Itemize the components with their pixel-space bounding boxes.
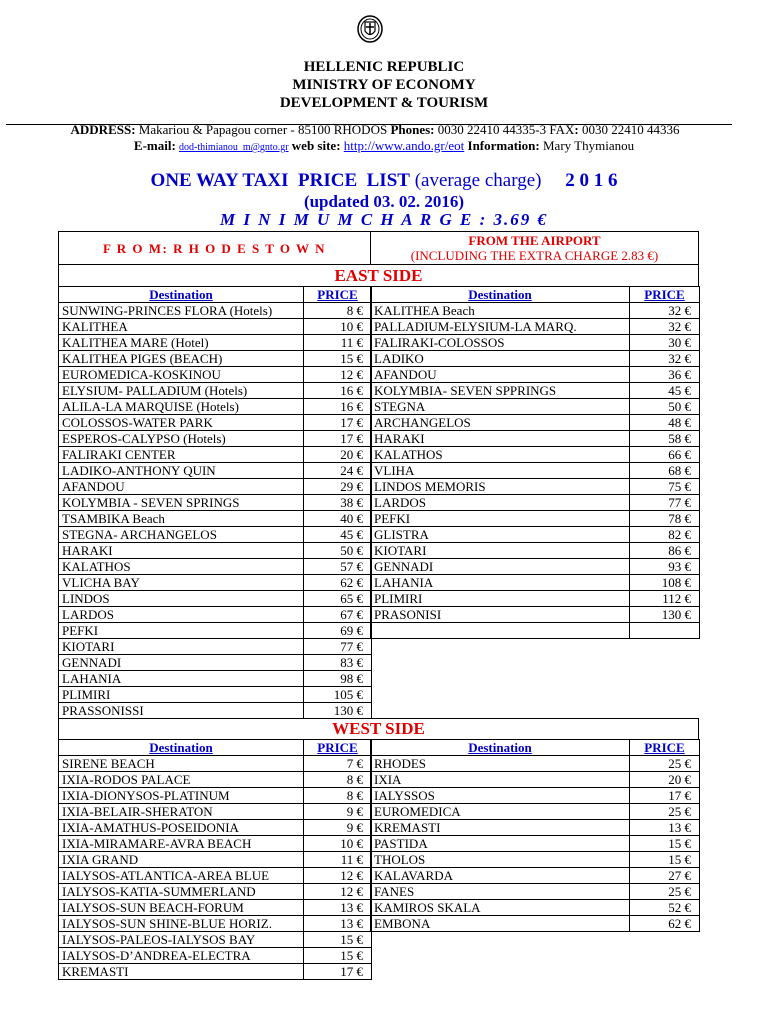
destination-cell: LARDOS	[371, 495, 630, 511]
destination-cell: KREMASTI	[59, 964, 304, 980]
table-row	[371, 527, 700, 543]
destination-cell: IALYSOS-KATIA-SUMMERLAND	[59, 884, 304, 900]
destination-cell: LAHANIA	[371, 575, 630, 591]
destination-cell: AFANDOU	[59, 479, 304, 495]
destination-header: Destination	[59, 287, 304, 303]
price-cell: 62 €	[630, 916, 700, 932]
destination-cell: IXIA-BELAIR-SHERATON	[59, 804, 304, 820]
price-cell: 7 €	[304, 756, 372, 772]
table-row	[59, 948, 372, 964]
phones-value: 0030 22410 44335-3 FAX	[434, 122, 575, 137]
east-side-title: EAST SIDE	[334, 266, 423, 285]
destination-cell: PLIMIRI	[371, 591, 630, 607]
from-town-box	[58, 231, 371, 265]
destination-cell: KALITHEA MARE (Hotel)	[59, 335, 304, 351]
table-row	[371, 303, 700, 319]
price-cell: 40 €	[304, 511, 372, 527]
destination-cell: PRASSONISSI	[59, 703, 304, 719]
table-row	[59, 868, 372, 884]
destination-cell: FANES	[371, 884, 630, 900]
price-header: PRICE	[630, 740, 700, 756]
table-row	[371, 351, 700, 367]
table-row	[371, 591, 700, 607]
table-row	[59, 756, 372, 772]
price-cell: 9 €	[304, 820, 372, 836]
destination-cell: FALIRAKI CENTER	[59, 447, 304, 463]
table-row	[371, 335, 700, 351]
destination-cell: IALYSOS-ATLANTICA-AREA BLUE	[59, 868, 304, 884]
destination-cell: FALIRAKI-COLOSSOS	[371, 335, 630, 351]
title-main: ONE WAY TAXI PRICE LIST	[150, 170, 410, 191]
table-row	[59, 559, 372, 575]
destination-cell: PLIMIRI	[59, 687, 304, 703]
table-row	[59, 639, 372, 655]
price-cell: 8 €	[304, 788, 372, 804]
table-row	[59, 836, 372, 852]
table-row	[59, 607, 372, 623]
table-row	[371, 868, 700, 884]
destination-cell: AFANDOU	[371, 367, 630, 383]
destination-cell: GLISTRA	[371, 527, 630, 543]
destination-cell: PALLADIUM-ELYSIUM-LA MARQ.	[371, 319, 630, 335]
table-row	[59, 687, 372, 703]
price-cell: 11 €	[304, 852, 372, 868]
table-row	[59, 415, 372, 431]
price-cell: 15 €	[630, 836, 700, 852]
destination-cell: PASTIDA	[371, 836, 630, 852]
price-cell: 45 €	[630, 383, 700, 399]
price-header: PRICE	[304, 740, 372, 756]
from-airport-note: (INCLUDING THE EXTRA CHARGE 2.83 €)	[410, 248, 659, 263]
title-paren: (average charge)	[409, 170, 542, 191]
price-cell: 11 €	[304, 335, 372, 351]
destination-cell	[371, 623, 630, 639]
price-cell: 130 €	[630, 607, 700, 623]
destination-cell: HARAKI	[59, 543, 304, 559]
price-cell: 16 €	[304, 399, 372, 415]
price-cell: 20 €	[630, 772, 700, 788]
table-row	[59, 671, 372, 687]
table-row	[59, 852, 372, 868]
price-cell: 69 €	[304, 623, 372, 639]
table-row	[59, 303, 372, 319]
table-row	[371, 415, 700, 431]
table-row	[59, 820, 372, 836]
price-cell: 86 €	[630, 543, 700, 559]
price-cell: 68 €	[630, 463, 700, 479]
table-row	[371, 383, 700, 399]
price-cell: 15 €	[304, 932, 372, 948]
destination-cell: HARAKI	[371, 431, 630, 447]
price-cell: 38 €	[304, 495, 372, 511]
address-value: Makariou & Papagou corner - 85100 RHODOS	[135, 122, 391, 137]
price-cell: 32 €	[630, 351, 700, 367]
table-row	[59, 772, 372, 788]
destination-header: Destination	[371, 287, 630, 303]
price-cell: 78 €	[630, 511, 700, 527]
price-cell: 57 €	[304, 559, 372, 575]
price-cell: 77 €	[630, 495, 700, 511]
destination-cell: KAMIROS SKALA	[371, 900, 630, 916]
price-cell: 82 €	[630, 527, 700, 543]
table-row	[371, 804, 700, 820]
destination-cell: IALYSOS-SUN SHINE-BLUE HORIZ.	[59, 916, 304, 932]
table-row	[371, 511, 700, 527]
table-row	[371, 431, 700, 447]
destination-cell: IXIA-RODOS PALACE	[59, 772, 304, 788]
from-airport-box	[370, 231, 699, 265]
table-header-row	[59, 287, 372, 303]
table-row	[59, 900, 372, 916]
price-cell: 52 €	[630, 900, 700, 916]
price-cell: 130 €	[304, 703, 372, 719]
info-value: Mary Thymianou	[539, 138, 635, 153]
destination-cell: STEGNA- ARCHANGELOS	[59, 527, 304, 543]
table-row	[371, 575, 700, 591]
table-row	[59, 804, 372, 820]
table-row	[371, 836, 700, 852]
table-row	[371, 820, 700, 836]
table-row	[59, 655, 372, 671]
price-cell: 30 €	[630, 335, 700, 351]
table-row	[371, 463, 700, 479]
price-cell: 45 €	[304, 527, 372, 543]
header-line2: MINISTRY OF ECONOMY	[292, 77, 476, 93]
destination-cell: VLIHA	[371, 463, 630, 479]
fax-value: 0030 22410 44336	[578, 122, 680, 137]
price-cell: 8 €	[304, 303, 372, 319]
email-line	[0, 138, 768, 156]
price-cell: 50 €	[630, 399, 700, 415]
destination-cell: THOLOS	[371, 852, 630, 868]
table-header-row	[59, 740, 372, 756]
destination-cell: IXIA-DIONYSOS-PLATINUM	[59, 788, 304, 804]
price-cell: 36 €	[630, 367, 700, 383]
table-row	[59, 447, 372, 463]
price-cell: 12 €	[304, 367, 372, 383]
table-row	[371, 447, 700, 463]
destination-cell: IXIA	[371, 772, 630, 788]
table-row	[371, 772, 700, 788]
table-row	[59, 495, 372, 511]
destination-cell: LINDOS MEMORIS	[371, 479, 630, 495]
price-cell: 16 €	[304, 383, 372, 399]
price-cell: 98 €	[304, 671, 372, 687]
table-row	[59, 463, 372, 479]
price-cell: 62 €	[304, 575, 372, 591]
price-cell: 27 €	[630, 868, 700, 884]
west-side-title: WEST SIDE	[332, 719, 425, 738]
table-row	[59, 543, 372, 559]
price-cell: 17 €	[304, 431, 372, 447]
price-cell: 32 €	[630, 319, 700, 335]
table-row	[371, 479, 700, 495]
price-cell: 25 €	[630, 884, 700, 900]
table-row	[59, 575, 372, 591]
table-row	[371, 623, 700, 639]
destination-cell: KALAVARDA	[371, 868, 630, 884]
table-row	[59, 367, 372, 383]
price-cell: 13 €	[630, 820, 700, 836]
price-cell: 10 €	[304, 319, 372, 335]
price-cell: 13 €	[304, 900, 372, 916]
table-row	[371, 543, 700, 559]
table-row	[59, 431, 372, 447]
destination-cell: LINDOS	[59, 591, 304, 607]
table-row	[371, 756, 700, 772]
destination-cell: PRASONISI	[371, 607, 630, 623]
destination-cell: RHODES	[371, 756, 630, 772]
destination-cell: KALATHOS	[59, 559, 304, 575]
destination-header: Destination	[371, 740, 630, 756]
price-cell: 12 €	[304, 868, 372, 884]
destination-cell: IXIA-MIRAMARE-AVRA BEACH	[59, 836, 304, 852]
table-row	[59, 335, 372, 351]
destination-cell: KREMASTI	[371, 820, 630, 836]
price-cell: 67 €	[304, 607, 372, 623]
destination-cell: LAHANIA	[59, 671, 304, 687]
price-cell: 17 €	[304, 964, 372, 980]
destination-cell: VLICHA BAY	[59, 575, 304, 591]
table-row	[59, 479, 372, 495]
destination-cell: COLOSSOS-WATER PARK	[59, 415, 304, 431]
price-cell: 50 €	[304, 543, 372, 559]
destination-cell: ARCHANGELOS	[371, 415, 630, 431]
price-header: PRICE	[304, 287, 372, 303]
destination-cell: KALITHEA PIGES (BEACH)	[59, 351, 304, 367]
price-cell: 105 €	[304, 687, 372, 703]
table-row	[59, 527, 372, 543]
price-cell: 13 €	[304, 916, 372, 932]
table-row	[59, 399, 372, 415]
destination-cell: TSAMBIKA Beach	[59, 511, 304, 527]
table-row	[59, 511, 372, 527]
price-cell: 10 €	[304, 836, 372, 852]
price-cell: 24 €	[304, 463, 372, 479]
table-row	[59, 623, 372, 639]
destination-cell: KIOTARI	[59, 639, 304, 655]
price-cell: 83 €	[304, 655, 372, 671]
table-row	[59, 932, 372, 948]
destination-cell: ELYSIUM- PALLADIUM (Hotels)	[59, 383, 304, 399]
table-row	[371, 399, 700, 415]
address-line	[0, 122, 768, 138]
minimum-charge: M I N I M U M C H A R G E : 3.69 €	[219, 210, 549, 229]
table-row	[59, 383, 372, 399]
price-cell: 65 €	[304, 591, 372, 607]
table-row	[371, 367, 700, 383]
from-town-label: F R O M: R H O D E S T O W N	[103, 241, 326, 256]
destination-cell: KALITHEA Beach	[371, 303, 630, 319]
info-label: Information:	[467, 138, 540, 153]
table-row	[59, 916, 372, 932]
price-cell: 12 €	[304, 884, 372, 900]
price-cell: 25 €	[630, 756, 700, 772]
destination-cell: LARDOS	[59, 607, 304, 623]
destination-cell: KIOTARI	[371, 543, 630, 559]
table-row	[371, 852, 700, 868]
destination-cell: IALYSOS-PALEOS-IALYSOS BAY	[59, 932, 304, 948]
email-label: E-mail:	[133, 138, 176, 153]
price-cell: 77 €	[304, 639, 372, 655]
table-row	[59, 703, 372, 719]
destination-cell: ALILA-LA MARQUISE (Hotels)	[59, 399, 304, 415]
east-airport-table	[370, 286, 700, 639]
table-row	[371, 788, 700, 804]
fax-separator: :	[574, 122, 579, 137]
destination-cell: IXIA-AMATHUS-POSEIDONIA	[59, 820, 304, 836]
destination-header: Destination	[59, 740, 304, 756]
email-link[interactable]: dod-thimianou_m@gnto.gr	[179, 142, 289, 153]
destination-cell: GENNADI	[371, 559, 630, 575]
destination-cell: ESPEROS-CALYPSO (Hotels)	[59, 431, 304, 447]
title-year: 2 0 1 6	[541, 170, 618, 191]
destination-cell: EUROMEDICA	[371, 804, 630, 820]
address-label: ADDRESS:	[70, 122, 136, 137]
east-side-box	[58, 264, 699, 287]
destination-cell: IALYSOS-D’ANDREA-ELECTRA	[59, 948, 304, 964]
price-cell: 32 €	[630, 303, 700, 319]
destination-cell: KOLYMBIA- SEVEN SPPRINGS	[371, 383, 630, 399]
table-row	[371, 916, 700, 932]
destination-cell: KOLYMBIA - SEVEN SPRINGS	[59, 495, 304, 511]
table-row	[59, 351, 372, 367]
table-row	[59, 964, 372, 980]
destination-cell: IALYSOS-SUN BEACH-FORUM	[59, 900, 304, 916]
price-cell: 112 €	[630, 591, 700, 607]
west-town-table	[58, 739, 372, 980]
price-cell	[630, 623, 700, 639]
price-cell: 20 €	[304, 447, 372, 463]
price-cell: 15 €	[630, 852, 700, 868]
destination-cell: KALATHOS	[371, 447, 630, 463]
price-cell: 29 €	[304, 479, 372, 495]
destination-cell: LADIKO-ANTHONY QUIN	[59, 463, 304, 479]
destination-cell: LADIKO	[371, 351, 630, 367]
price-cell: 108 €	[630, 575, 700, 591]
price-cell: 8 €	[304, 772, 372, 788]
table-row	[59, 319, 372, 335]
table-row	[371, 884, 700, 900]
destination-cell: PEFKI	[59, 623, 304, 639]
table-row	[371, 495, 700, 511]
price-cell: 66 €	[630, 447, 700, 463]
greek-seal-icon	[356, 14, 384, 44]
destination-cell: KALITHEA	[59, 319, 304, 335]
table-row	[59, 884, 372, 900]
price-cell: 15 €	[304, 351, 372, 367]
price-cell: 48 €	[630, 415, 700, 431]
destination-cell: STEGNA	[371, 399, 630, 415]
west-airport-table	[370, 739, 700, 932]
destination-cell: SUNWING-PRINCES FLORA (Hotels)	[59, 303, 304, 319]
price-header: PRICE	[630, 287, 700, 303]
table-row	[371, 607, 700, 623]
destination-cell: PEFKI	[371, 511, 630, 527]
phones-label: Phones:	[390, 122, 435, 137]
price-cell: 17 €	[630, 788, 700, 804]
price-cell: 93 €	[630, 559, 700, 575]
price-cell: 25 €	[630, 804, 700, 820]
price-cell: 15 €	[304, 948, 372, 964]
header-line1: HELLENIC REPUBLIC	[303, 59, 465, 75]
page-title	[0, 170, 768, 192]
destination-cell: EUROMEDICA-KOSKINOU	[59, 367, 304, 383]
price-cell: 58 €	[630, 431, 700, 447]
destination-cell: IXIA GRAND	[59, 852, 304, 868]
west-side-box	[58, 718, 699, 740]
destination-cell: IALYSSOS	[371, 788, 630, 804]
updated-date: (updated 03. 02. 2016)	[303, 192, 465, 211]
table-row	[59, 591, 372, 607]
table-row	[371, 319, 700, 335]
website-link[interactable]: http://www.ando.gr/eot	[343, 138, 465, 153]
header-line3: DEVELOPMENT & TOURISM	[279, 95, 489, 111]
table-header-row	[371, 740, 700, 756]
table-row	[371, 559, 700, 575]
price-cell: 17 €	[304, 415, 372, 431]
website-label: web site:	[288, 138, 341, 153]
table-row	[371, 900, 700, 916]
price-cell: 75 €	[630, 479, 700, 495]
destination-cell: SIRENE BEACH	[59, 756, 304, 772]
destination-cell: GENNADI	[59, 655, 304, 671]
table-row	[59, 788, 372, 804]
from-airport-label: FROM THE AIRPORT	[468, 233, 601, 248]
price-cell: 9 €	[304, 804, 372, 820]
destination-cell: EMBONA	[371, 916, 630, 932]
table-header-row	[371, 287, 700, 303]
east-town-table	[58, 286, 372, 719]
